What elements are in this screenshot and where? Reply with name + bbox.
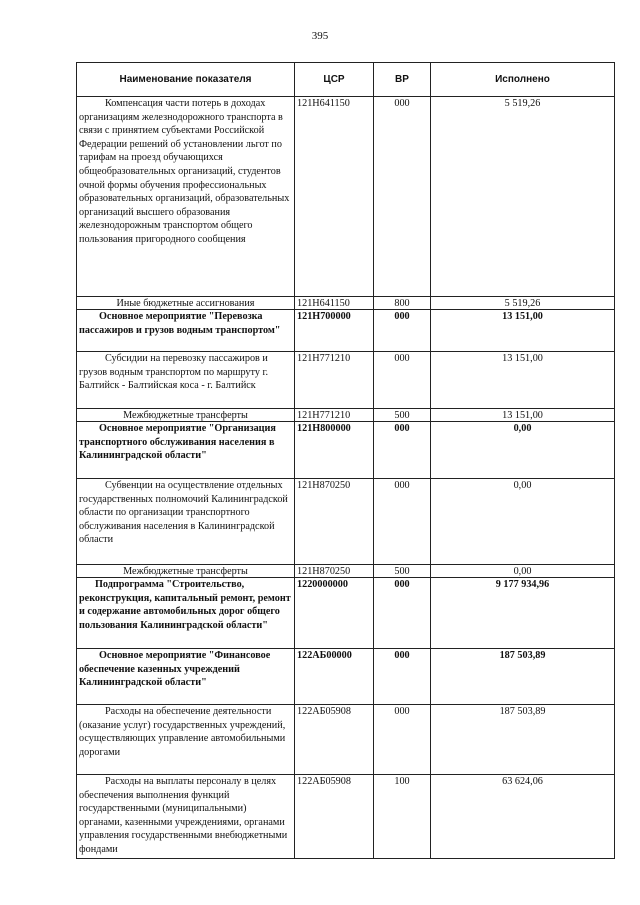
row-csr: 121Н771210 bbox=[295, 409, 374, 422]
row-name: Основное мероприятие "Организация транспортного обслуживания населения в Калининградской области" bbox=[77, 422, 295, 479]
row-vr: 100 bbox=[374, 775, 431, 859]
row-name: Подпрограмма "Строительство, реконструкция, капитальный ремонт, ремонт и содержание автомобильных дорог общего пользования Калининградской области" bbox=[77, 578, 295, 649]
row-csr: 122АБ05908 bbox=[295, 705, 374, 775]
row-csr: 121Н641150 bbox=[295, 97, 374, 297]
table-row bbox=[77, 649, 615, 705]
row-vr: 000 bbox=[374, 352, 431, 409]
row-csr: 121Н870250 bbox=[295, 565, 374, 578]
row-vr: 000 bbox=[374, 97, 431, 297]
row-amount: 13 151,00 bbox=[431, 352, 615, 409]
row-name: Основное мероприятие "Перевозка пассажиров и грузов водным транспортом" bbox=[77, 310, 295, 352]
row-amount: 5 519,26 bbox=[431, 297, 615, 310]
row-name: Иные бюджетные ассигнования bbox=[77, 297, 295, 310]
row-csr: 121Н771210 bbox=[295, 352, 374, 409]
row-amount: 0,00 bbox=[431, 422, 615, 479]
row-name: Расходы на обеспечение деятельности (оказание услуг) государственных учреждений, осуществляющих управление автомобильными дорогами bbox=[77, 705, 295, 775]
row-vr: 800 bbox=[374, 297, 431, 310]
row-csr: 122АБ05908 bbox=[295, 775, 374, 859]
row-vr: 000 bbox=[374, 310, 431, 352]
header-executed: Исполнено bbox=[431, 63, 615, 97]
row-vr: 000 bbox=[374, 578, 431, 649]
row-amount: 9 177 934,96 bbox=[431, 578, 615, 649]
header-csr: ЦСР bbox=[295, 63, 374, 97]
row-name: Компенсация части потерь в доходах организациям железнодорожного транспорта в связи с принятием субъектами Российской Федерации решений об установлении льгот по тарифам на проезд обучающихся общеобразовательных организаций, студентов очной формы обучения профессиональных образовательных организаций, образовательных организаций высшего образования железнодорожным транспортом общего пользования пригородного сообщения bbox=[77, 97, 295, 297]
table-row bbox=[77, 422, 615, 479]
row-csr: 1220000000 bbox=[295, 578, 374, 649]
table-row bbox=[77, 310, 615, 352]
header-vr: ВР bbox=[374, 63, 431, 97]
row-vr: 500 bbox=[374, 409, 431, 422]
row-vr: 000 bbox=[374, 649, 431, 705]
row-vr: 500 bbox=[374, 565, 431, 578]
table-row bbox=[77, 297, 615, 310]
table-row bbox=[77, 775, 615, 859]
row-amount: 0,00 bbox=[431, 479, 615, 565]
row-amount: 5 519,26 bbox=[431, 97, 615, 297]
row-amount: 63 624,06 bbox=[431, 775, 615, 859]
table-row bbox=[77, 97, 615, 297]
table-row bbox=[77, 409, 615, 422]
row-csr: 121Н870250 bbox=[295, 479, 374, 565]
row-name: Межбюджетные трансферты bbox=[77, 565, 295, 578]
row-amount: 13 151,00 bbox=[431, 409, 615, 422]
table-row bbox=[77, 352, 615, 409]
budget-execution-table bbox=[76, 62, 615, 859]
row-csr: 121Н641150 bbox=[295, 297, 374, 310]
row-vr: 000 bbox=[374, 422, 431, 479]
row-amount: 13 151,00 bbox=[431, 310, 615, 352]
row-csr: 121Н800000 bbox=[295, 422, 374, 479]
table-row bbox=[77, 565, 615, 578]
table-row bbox=[77, 479, 615, 565]
row-vr: 000 bbox=[374, 705, 431, 775]
row-name: Расходы на выплаты персоналу в целях обеспечения выполнения функций государственными (муниципальными) органами, казенными учреждениями, органами управления государственными внебюджетными фондами bbox=[77, 775, 295, 859]
row-name: Субвенции на осуществление отдельных государственных полномочий Калининградской области по организации транспортного обслуживания населения в Калининградской области bbox=[77, 479, 295, 565]
row-csr: 122АБ00000 bbox=[295, 649, 374, 705]
table-row bbox=[77, 705, 615, 775]
header-name: Наименование показателя bbox=[77, 63, 295, 97]
row-name: Межбюджетные трансферты bbox=[77, 409, 295, 422]
row-csr: 121Н700000 bbox=[295, 310, 374, 352]
row-amount: 187 503,89 bbox=[431, 649, 615, 705]
row-vr: 000 bbox=[374, 479, 431, 565]
row-amount: 187 503,89 bbox=[431, 705, 615, 775]
table-header-row bbox=[77, 63, 615, 97]
page-number: 395 bbox=[311, 30, 329, 42]
row-name: Субсидии на перевозку пассажиров и грузов водным транспортом по маршруту г. Балтийск - Балтийская коса - г. Балтийск bbox=[77, 352, 295, 409]
row-amount: 0,00 bbox=[431, 565, 615, 578]
row-name: Основное мероприятие "Финансовое обеспечение казенных учреждений Калининградской области" bbox=[77, 649, 295, 705]
table-row bbox=[77, 578, 615, 649]
